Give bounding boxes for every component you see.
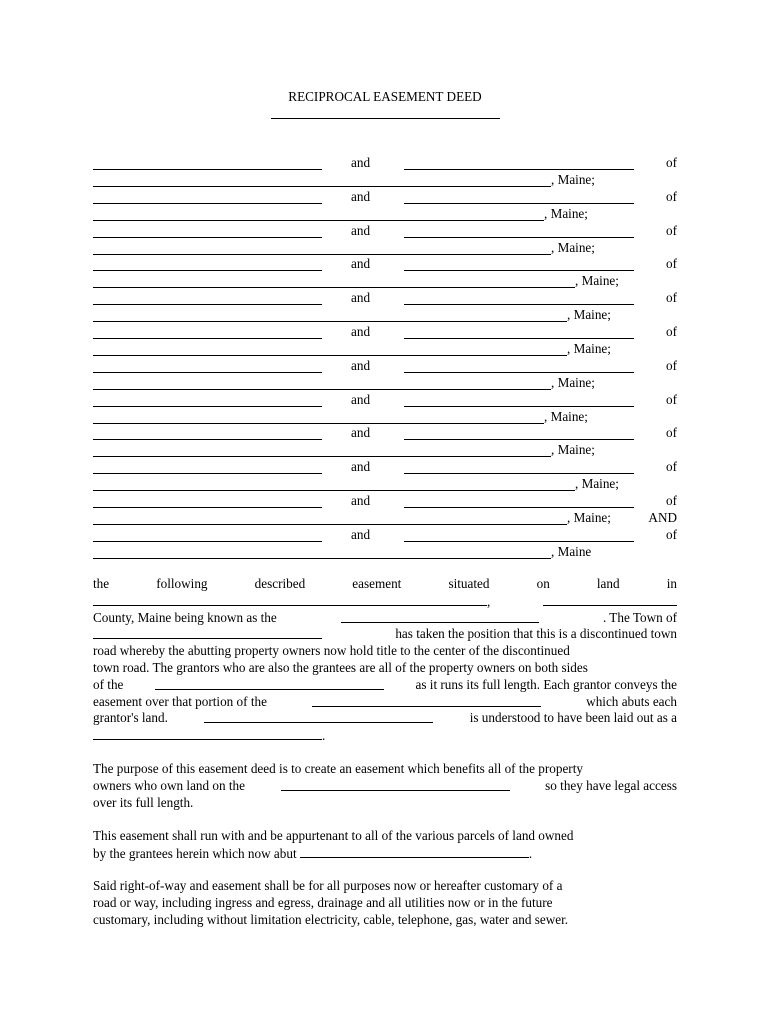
grantor-name-blank[interactable]	[404, 304, 634, 305]
of-label: of	[666, 493, 677, 508]
para1-word: described	[254, 576, 306, 591]
grantor-name-blank[interactable]	[404, 372, 634, 373]
location-suffix: , Maine	[551, 543, 592, 559]
of-label: of	[666, 222, 677, 238]
purposes-paragraph	[93, 878, 677, 928]
and-label: and	[351, 155, 371, 170]
text-segment: is understood to have been laid out as a	[469, 710, 677, 726]
party-line	[93, 527, 677, 543]
text-segment: customary, including without limitation electricity, cable, telephone, gas, water and sewer.	[93, 911, 569, 927]
grantor-name-blank[interactable]	[93, 304, 322, 305]
purpose-paragraph	[93, 761, 677, 811]
text-segment: as it runs its full length. Each grantor conveys the	[415, 676, 677, 692]
location-line	[93, 375, 677, 391]
party-line	[93, 155, 677, 171]
appurtenance-paragraph	[93, 828, 677, 862]
and-label: and	[351, 459, 371, 475]
grantor-name-blank[interactable]	[93, 338, 322, 339]
period: .	[528, 845, 533, 861]
grantor-name-blank[interactable]	[404, 237, 634, 238]
of-label: of	[666, 459, 677, 475]
text-segment: of the	[93, 676, 124, 692]
location-suffix: , Maine;	[567, 341, 611, 356]
grantor-name-blank[interactable]	[93, 473, 322, 474]
text-segment: town road. The grantors who are also the grantees are all of the property owners on both sides	[93, 659, 588, 675]
party-line	[93, 223, 677, 239]
location-blank[interactable]	[93, 287, 575, 288]
party-line	[93, 425, 677, 441]
grantor-name-blank[interactable]	[404, 338, 634, 339]
location-line	[93, 409, 677, 425]
grantor-name-blank[interactable]	[404, 473, 634, 474]
text-segment: so they have legal access	[545, 777, 677, 793]
grantor-name-blank[interactable]	[404, 270, 634, 271]
party-line	[93, 324, 677, 340]
period: .	[322, 728, 326, 744]
location-line	[93, 442, 677, 458]
and-label: and	[351, 526, 371, 542]
and-label: and	[351, 357, 371, 373]
of-label: of	[666, 526, 677, 542]
grantor-name-blank[interactable]	[404, 507, 634, 508]
blank-field[interactable]	[93, 727, 322, 740]
location-blank[interactable]	[93, 490, 575, 491]
location-blank[interactable]	[93, 186, 551, 187]
blank-field[interactable]	[204, 710, 433, 723]
location-line	[93, 510, 677, 526]
location-blank[interactable]	[93, 524, 567, 525]
and-label: and	[351, 290, 371, 306]
grantor-name-blank[interactable]	[93, 169, 322, 170]
and-label: and	[351, 222, 371, 238]
party-line	[93, 358, 677, 374]
grantor-name-blank[interactable]	[404, 203, 634, 204]
document-title: RECIPROCAL EASEMENT DEED	[288, 89, 482, 104]
title-underline	[271, 118, 500, 119]
of-label: of	[666, 357, 677, 373]
text-segment: grantor's land.	[93, 710, 168, 726]
location-suffix: , Maine;	[551, 172, 595, 187]
blank-field[interactable]	[341, 610, 539, 623]
text-segment: owners who own land on the	[93, 777, 245, 793]
of-label: of	[666, 256, 677, 272]
grantor-name-blank[interactable]	[93, 507, 322, 508]
text-segment: The purpose of this easement deed is to create an easement which benefits all of the property	[93, 761, 583, 776]
and-label: and	[351, 493, 371, 508]
grantor-name-blank[interactable]	[93, 439, 322, 440]
location-suffix: , Maine;	[567, 510, 611, 525]
of-label: of	[666, 324, 677, 339]
text-segment: County, Maine being known as the	[93, 609, 277, 625]
and-label: and	[351, 188, 371, 204]
of-label: of	[666, 425, 677, 441]
location-line	[93, 206, 677, 222]
location-blank[interactable]	[93, 558, 551, 559]
location-suffix: , Maine;	[575, 476, 619, 492]
para1-word: on	[536, 576, 550, 591]
blank-field[interactable]	[93, 593, 487, 606]
text-segment: road whereby the abutting property owners now hold title to the center of the discontinued	[93, 643, 570, 659]
grantor-name-blank[interactable]	[404, 439, 634, 440]
location-suffix: , Maine;	[544, 205, 588, 221]
grantor-name-blank[interactable]	[93, 237, 322, 238]
blank-field[interactable]	[543, 593, 677, 606]
grantor-name-blank[interactable]	[404, 406, 634, 407]
blank-field[interactable]	[93, 626, 322, 639]
party-line	[93, 392, 677, 408]
location-line	[93, 307, 677, 323]
grantor-name-blank[interactable]	[93, 270, 322, 271]
location-suffix: , Maine;	[567, 307, 611, 323]
of-label: of	[666, 188, 677, 204]
party-line	[93, 493, 677, 509]
location-suffix: , Maine;	[551, 374, 595, 390]
para1-word: situated	[448, 576, 490, 591]
and-label: and	[351, 256, 371, 272]
location-suffix: , Maine;	[544, 408, 588, 424]
of-label: of	[666, 391, 677, 407]
text-segment: easement over that portion of the	[93, 693, 267, 709]
location-blank[interactable]	[93, 389, 551, 390]
location-line	[93, 476, 677, 492]
text-segment: road or way, including ingress and egress, drainage and all utilities now or in the future	[93, 894, 553, 910]
location-blank[interactable]	[93, 423, 544, 424]
location-line	[93, 240, 677, 256]
and-label: and	[351, 391, 371, 407]
party-line	[93, 256, 677, 272]
grantor-name-blank[interactable]	[93, 406, 322, 407]
text-segment: Said right-of-way and easement shall be for all purposes now or hereafter customary of a	[93, 878, 563, 893]
grantor-name-blank[interactable]	[93, 372, 322, 373]
party-line	[93, 189, 677, 205]
location-suffix: , Maine;	[551, 442, 595, 458]
and-label: and	[351, 324, 371, 339]
comma: ,	[487, 593, 491, 609]
party-line	[93, 290, 677, 306]
text-segment: . The Town of	[602, 609, 677, 625]
text-segment: by the grantees herein which now abut	[93, 845, 297, 861]
blank-field[interactable]	[155, 677, 384, 690]
location-blank[interactable]	[93, 220, 544, 221]
para1-word: land	[596, 576, 620, 591]
location-suffix: , Maine;	[551, 239, 595, 255]
location-blank[interactable]	[93, 355, 567, 356]
grantor-name-blank[interactable]	[93, 203, 322, 204]
location-line	[93, 273, 677, 289]
text-segment: has taken the position that this is a discontinued town	[395, 626, 677, 642]
of-label: of	[666, 290, 677, 306]
location-line	[93, 172, 677, 188]
grantor-name-blank[interactable]	[93, 541, 322, 542]
location-line	[93, 544, 677, 560]
grantor-name-blank[interactable]	[404, 541, 634, 542]
para1-word: the	[93, 576, 110, 591]
location-suffix: , Maine;	[575, 273, 619, 289]
blank-field[interactable]	[300, 845, 529, 858]
location-blank[interactable]	[93, 321, 567, 322]
text-segment: over its full length.	[93, 794, 194, 810]
party-line	[93, 459, 677, 475]
and-label: and	[351, 425, 371, 441]
para1-word: in	[666, 576, 677, 591]
grantor-name-blank[interactable]	[404, 169, 634, 170]
para1-word: easement	[352, 576, 402, 591]
location-blank[interactable]	[93, 254, 551, 255]
blank-field[interactable]	[281, 778, 510, 791]
location-line	[93, 341, 677, 357]
location-blank[interactable]	[93, 456, 551, 457]
para1-word: following	[156, 576, 208, 591]
of-label: of	[666, 155, 677, 170]
text-segment: This easement shall run with and be appurtenant to all of the various parcels of land owned	[93, 828, 574, 843]
text-segment: which abuts each	[586, 693, 677, 709]
easement-description-paragraph	[93, 576, 677, 744]
and-connector: AND	[648, 510, 677, 525]
blank-field[interactable]	[312, 694, 541, 707]
